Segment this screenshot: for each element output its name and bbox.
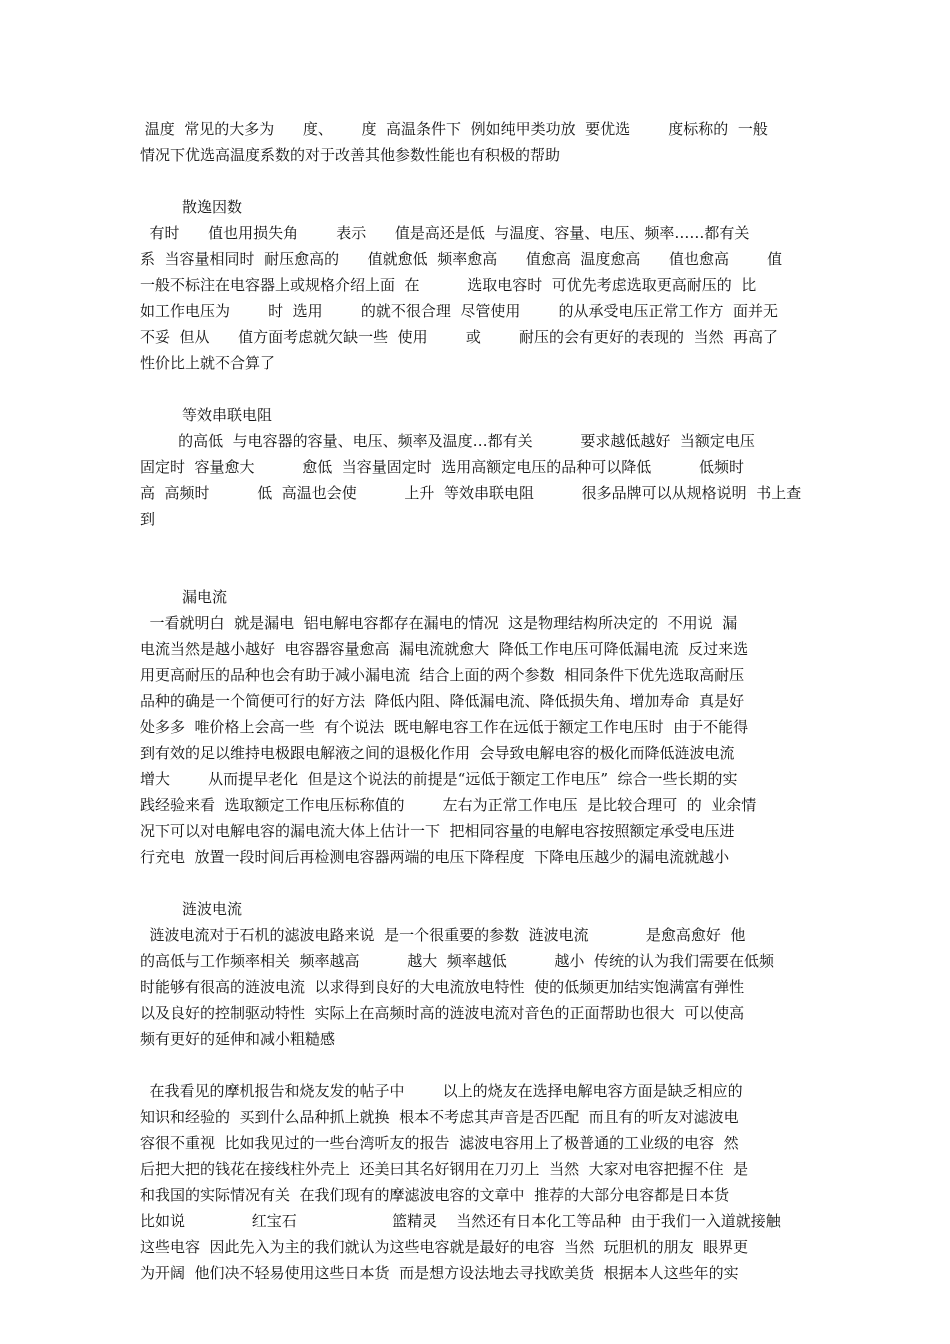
text-line: 频有更好的延伸和减小粗糙感 (140, 1030, 336, 1048)
section-heading: 漏电流 (182, 588, 228, 606)
text-line: 在我看见的摩机报告和烧友发的帖子中 以上的烧友在选择电解电容方面是缺乏相应的 (140, 1082, 743, 1100)
text-line: 行充电 放置一段时间后再检测电容器两端的电压下降程度 下降电压越少的漏电流就越小 (140, 848, 730, 866)
text-line: 后把大把的钱花在接线柱外壳上 还美曰其名好钢用在刀刃上 当然 大家对电容把握不住 是 (140, 1160, 749, 1178)
text-line: 品种的确是一个简便可行的好方法 降低内阻、降低漏电流、降低损失角、增加寿命 真是好 (140, 692, 745, 710)
text-line: 时能够有很高的涟波电流 以求得到良好的大电流放电特性 使的低频更加结实饱满富有弹性 (140, 978, 745, 996)
text-line: 温度 常见的大多为 度、 度 高温条件下 例如纯甲类功放 要优选 度标称的 一般 (140, 120, 768, 138)
text-line: 一看就明白 就是漏电 铝电解电容都存在漏电的情况 这是物理结构所决定的 不用说 漏 (140, 614, 738, 632)
text-line: 为开阔 他们决不轻易使用这些日本货 而是想方设法地去寻找欧美货 根据本人这些年的实 (140, 1264, 739, 1282)
text-line: 到有效的足以维持电极跟电解液之间的退极化作用 会导致电解电容的极化而降低涟波电流 (140, 744, 735, 762)
section-ripple-current (140, 896, 812, 1052)
text-line: 增大 从而提早老化 但是这个说法的前提是“远低于额定工作电压” 综合一些长期的实 (140, 770, 738, 788)
section-dissipation-factor (140, 194, 812, 376)
text-line: 如工作电压为 时 选用 的就不很合理 尽管使用 的从承受电压正常工作方 面并无 (140, 302, 779, 320)
text-line: 以及良好的控制驱动特性 实际上在高频时高的涟波电流对音色的正面帮助也很大 可以使高 (140, 1004, 745, 1022)
text-line: 系 当容量相同时 耐压愈高的 值就愈低 频率愈高 值愈高 温度愈高 值也愈高 值 (140, 250, 783, 268)
text-line: 固定时 容量愈大 愈低 当容量固定时 选用高额定电压的品种可以降低 低频时 (140, 458, 744, 476)
text-line: 情况下优选高温度系数的对于改善其他参数性能也有积极的帮助 (140, 146, 561, 164)
text-line: 况下可以对电解电容的漏电流大体上估计一下 把相同容量的电解电容按照额定承受电压进 (140, 822, 735, 840)
text-line: 践经验来看 选取额定工作电压标称值的 左右为正常工作电压 是比较合理可 的 业余情 (140, 796, 757, 814)
text-line: 不妥 但从 值方面考虑就欠缺一些 使用 或 耐压的会有更好的表现的 当然 再高了 (140, 328, 779, 346)
text-line: 和我国的实际情况有关 在我们现有的摩滤波电容的文章中 推荐的大部分电容都是日本货 (140, 1186, 730, 1204)
text-line: 处多多 唯价格上会高一些 有个说法 既电解电容工作在远低于额定工作电压时 由于不能得 (140, 718, 749, 736)
text-line: 这些电容 因此先入为主的我们就认为这些电容就是最好的电容 当然 玩胆机的朋友 眼界更 (140, 1238, 749, 1256)
closing-paragraph (140, 1078, 812, 1286)
section-heading: 等效串联电阻 (182, 406, 273, 424)
intro-paragraph (140, 116, 812, 168)
text-line: 知识和经验的 买到什么品种抓上就换 根本不考虑其声音是否匹配 而且有的听友对滤波电 (140, 1108, 739, 1126)
text-line: 电流当然是越小越好 电容器容量愈高 漏电流就愈大 降低工作电压可降低漏电流 反过来选 (140, 640, 749, 658)
document-page (140, 116, 812, 1286)
text-line: 性价比上就不合算了 (140, 354, 276, 372)
text-line: 高 高频时 低 高温也会使 上升 等效串联电阻 很多品牌可以从规格说明 书上查 (140, 484, 802, 502)
text-line: 用更高耐压的品种也会有助于减小漏电流 结合上面的两个参数 相同条件下优先选取高耐压 (140, 666, 745, 684)
section-heading: 涟波电流 (182, 900, 243, 918)
text-line: 到 (140, 510, 156, 528)
text-line: 容很不重视 比如我见过的一些台湾听友的报告 滤波电容用上了极普通的工业级的电容 然 (140, 1134, 739, 1152)
section-esr (140, 402, 812, 532)
text-line: 的高低 与电容器的容量、电压、频率及温度…都有关 要求越低越好 当额定电压 (140, 432, 755, 450)
text-line: 比如说 红宝石 篮精灵 当然还有日本化工等品种 由于我们一入道就接触 (140, 1212, 781, 1230)
text-line: 有时 值也用损失角 表示 值是高还是低 与温度、容量、电压、频率……都有关 (140, 224, 750, 242)
text-line: 涟波电流对于石机的滤波电路来说 是一个很重要的参数 涟波电流 是愈高愈好 他 (140, 926, 746, 944)
text-line: 一般不标注在电容器上或规格介绍上面 在 选取电容时 可优先考虑选取更高耐压的 比 (140, 276, 757, 294)
text-line: 的高低与工作频率相关 频率越高 越大 频率越低 越小 传统的认为我们需要在低频 (140, 952, 774, 970)
section-heading: 散逸因数 (182, 198, 243, 216)
section-leakage-current (140, 584, 812, 870)
